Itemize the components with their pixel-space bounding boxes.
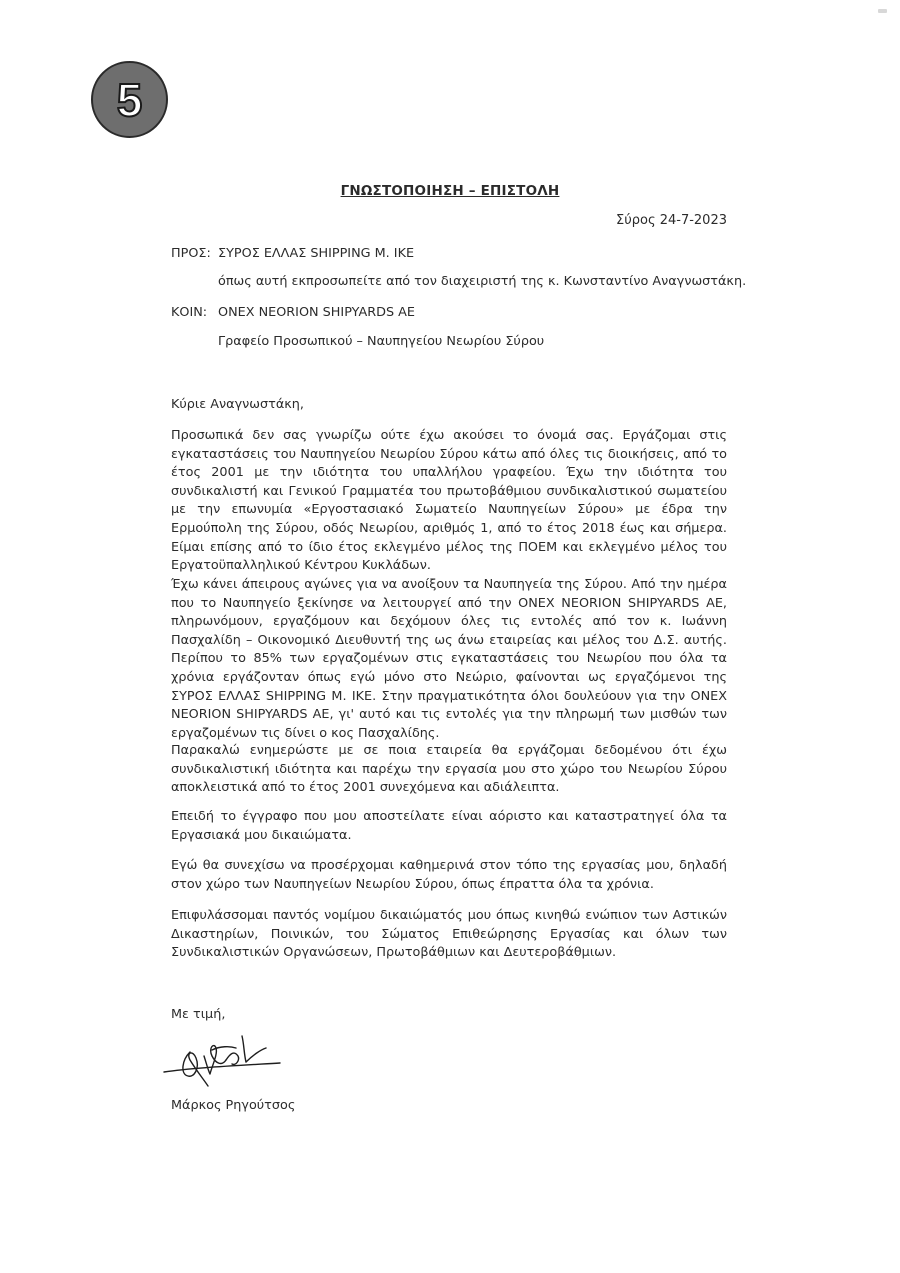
signatory-name: Μάρκος Ρηγούτσος (171, 1098, 296, 1113)
paragraph-6: Επιφυλάσσομαι παντός νομίμου δικαιώματός μου όπως κινηθώ ενώπιον των Αστικών Δικαστηρίων, Ποινικών, του Σώματος Επιθεώρησης Εργασίας και όλων των Συνδικαλιστικών Οργανώσεων, Πρωτοβάθμιων και Δευτεροβάθμιων. (171, 908, 727, 961)
paragraph-4: Επειδή το έγγραφο που μου αποστείλατε είναι αόριστο και καταστρατηγεί όλα τα Εργασιακά μου δικαιώματα. (171, 809, 727, 843)
paragraph-5: Εγώ θα συνεχίσω να προσέρχομαι καθημερινά στον τόπο της εργασίας μου, δηλαδή στον χώρο των Ναυπηγείων Νεωρίου Σύρου, όπως έπραττα όλα τα χρόνια. (171, 858, 727, 892)
page-number-badge (91, 61, 168, 138)
cc-detail: Γραφείο Προσωπικού – Ναυπηγείου Νεωρίου Σύρου (218, 334, 545, 349)
cc-label: ΚΟΙΝ: (171, 305, 208, 320)
document-title: ΓΝΩΣΤΟΠΟΙΗΣΗ – ΕΠΙΣΤΟΛΗ (340, 183, 560, 199)
page-number: 5 (116, 73, 143, 126)
closing: Με τιμή, (171, 1007, 226, 1022)
cc-name: ONEX NEORION SHIPYARDS AE (218, 305, 415, 320)
scan-mark (878, 9, 887, 13)
document-date: Σύρος 24-7-2023 (616, 213, 727, 228)
paragraph-2: Έχω κάνει άπειρους αγώνες για να ανοίξουν τα Ναυπηγεία της Σύρου. Από την ημέρα που το Ναυπηγείο ξεκίνησε να λειτουργεί από την ONEX NEORION SHIPYARDS AE, πληρωνόμουν, εργαζόμουν και δεχόμουν όλες τις εντολές από τον κ. Ιωάννη Πασχαλίδη – Οικονομικό Διευθυντή της ως άνω εταιρείας και μέλος του Δ.Σ. αυτής. Περίπου το 85% των εργαζομένων στις εγκαταστάσεις του Νεωρίου που όλα τα χρόνια εργάζονταν όπως εγώ μόνο στο Νεώριο, φαίνονται ως εργαζόμενοι της ΣΥΡΟΣ ΕΛΛΑΣ SHIPPING Μ. ΙΚΕ. Στην πραγματικότητα όλοι δουλεύουν για την ONEX NEORION SHIPYARDS AE, γι' αυτό και τις εντολές για την πληρωμή των μισθών των εργαζομένων τις δίνει ο κος Πασχαλίδης. (171, 577, 727, 741)
paragraph-3: Παρακαλώ ενημερώστε με σε ποια εταιρεία θα εργάζομαι δεδομένου ότι έχω συνδικαλιστική ιδιότητα και παρέχω την εργασία μου στο χώρο του Νεωρίου Σύρου αποκλειστικά από το έτος 2001 συνεχόμενα και αδιάλειπτα. (171, 743, 727, 796)
to-name: ΣΥΡΟΣ ΕΛΛΑΣ SHIPPING Μ. ΙΚΕ (218, 246, 415, 261)
to-detail: όπως αυτή εκπροσωπείτε από τον διαχειριστή της κ. Κωνσταντίνο Αναγνωστάκη. (218, 274, 747, 289)
signature-image (160, 1030, 285, 1088)
to-label: ΠΡΟΣ: (171, 246, 211, 261)
salutation: Κύριε Αναγνωστάκη, (171, 397, 304, 412)
paragraph-1: Προσωπικά δεν σας γνωρίζω ούτε έχω ακούσει το όνομά σας. Εργάζομαι στις εγκαταστάσεις του Ναυπηγείου Νεωρίου Σύρου κάτω από όλες τις διοικήσεις, από το έτος 2001 με την ιδιότητα του υπαλλήλου γραφείου. Έχω την ιδιότητα του συνδικαλιστή και Γενικού Γραμματέα του πρωτοβάθμιου συνδικαλιστικού σωματείου με την επωνυμία «Εργοστασιακό Σωματείο Ναυπηγείων Σύρου» με έδρα την Ερμούπολη της Σύρου, οδός Νεωρίου, αριθμός 1, από το έτος 2018 έως και σήμερα. Είμαι επίσης από το ίδιο έτος εκλεγμένο μέλος της ΠΟΕΜ και εκλεγμένο μέλος του Εργατοϋπαλληλικού Κέντρου Κυκλάδων. (171, 428, 727, 574)
